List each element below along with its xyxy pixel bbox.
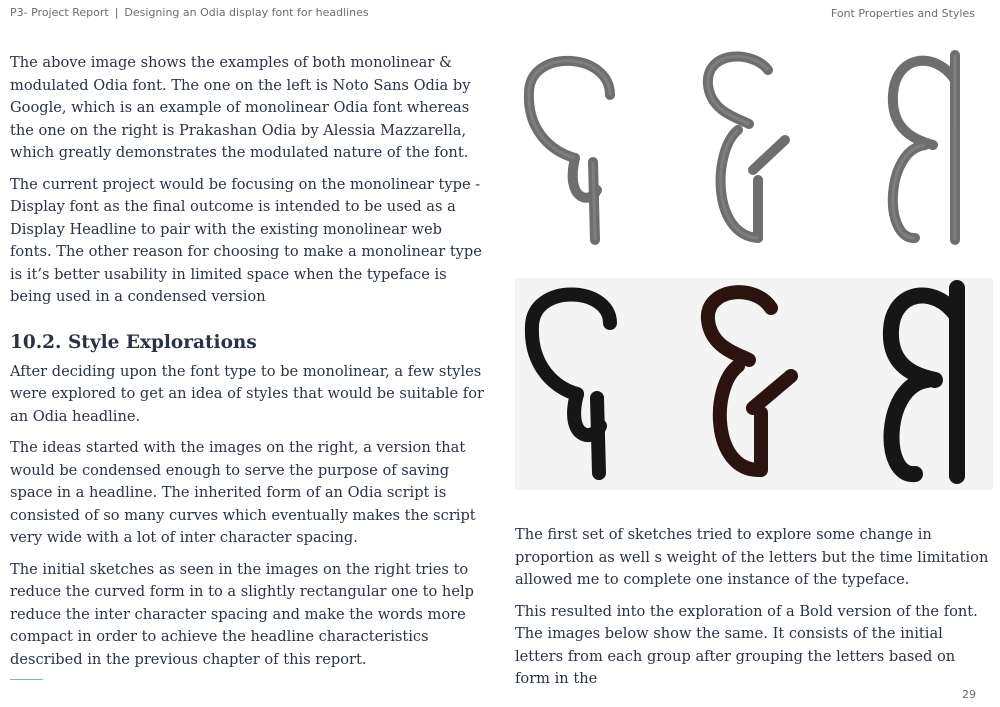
pencil-sketch-glyph-2 xyxy=(683,40,833,255)
page-number: 29 xyxy=(962,688,976,701)
sketch-images xyxy=(515,40,993,490)
ink-sketch-glyph-1 xyxy=(515,278,665,490)
section-title: Font Properties and Styles xyxy=(830,7,975,20)
ink-sketch-glyph-2 xyxy=(683,278,833,490)
paragraph: The above image shows the examples of both monolinear & modulated Odia font. The one on the left is Noto Sans Odia by Google, which is an example of monolinear Odia font whereas the one on the right is Prakashan Odia by Alessia Mazzarella, which greatly demonstrates the modulated nature of the font. xyxy=(10,54,471,161)
paragraph: The first set of sketches tried to explore some change in proportion as well s weight of the letters but the time limitation allowed me to complete one instance of the typeface. xyxy=(515,526,989,588)
pencil-sketch-glyph-3 xyxy=(845,40,995,255)
ink-sketch-glyph-3 xyxy=(845,278,995,490)
report-title: P3- Project Report xyxy=(10,6,109,19)
header-separator: | xyxy=(114,6,119,19)
footer-accent-rule xyxy=(10,679,43,680)
paragraph: The ideas started with the images on the right, a version that would be condensed enough to serve the purpose of saving space in a headline. The inherited form of an Odia script is consisted of so many curves which eventually makes the script very wide with a lot of inter character spacing. xyxy=(10,439,476,546)
report-subtitle: Designing an Odia display font for headlines xyxy=(124,6,369,19)
paragraph: The current project would be focusing on the monolinear type - Display font as the final outcome is intended to be used as a Display Headline to pair with the existing monolinear web fonts. The other reason for choosing to make a monolinear type is it’s better usability in limited space when the typeface is being used in a condensed version xyxy=(10,175,482,305)
ink-sketch-row xyxy=(515,278,993,490)
left-column xyxy=(10,52,488,680)
paragraph: After deciding upon the font type to be monolinear, a few styles were explored to get an idea of styles that would be suitable for an Odia headline. xyxy=(10,362,484,425)
pencil-sketch-glyph-1 xyxy=(515,40,665,255)
section-heading: 10.2. Style Explorations xyxy=(10,331,257,353)
paragraph: This resulted into the exploration of a Bold version of the font. The images below show the same. It consists of the initial letters from each group after grouping the letters based on form in the xyxy=(515,602,978,687)
right-column xyxy=(515,524,990,700)
pencil-sketch-row xyxy=(515,40,993,255)
paragraph: The initial sketches as seen in the images on the right tries to reduce the curved form in to a slightly rectangular one to help reduce the inter character spacing and make the words more compact in order to achieve the headline characteristics described in the previous chapter of this report. xyxy=(10,560,474,668)
running-header xyxy=(10,6,369,19)
